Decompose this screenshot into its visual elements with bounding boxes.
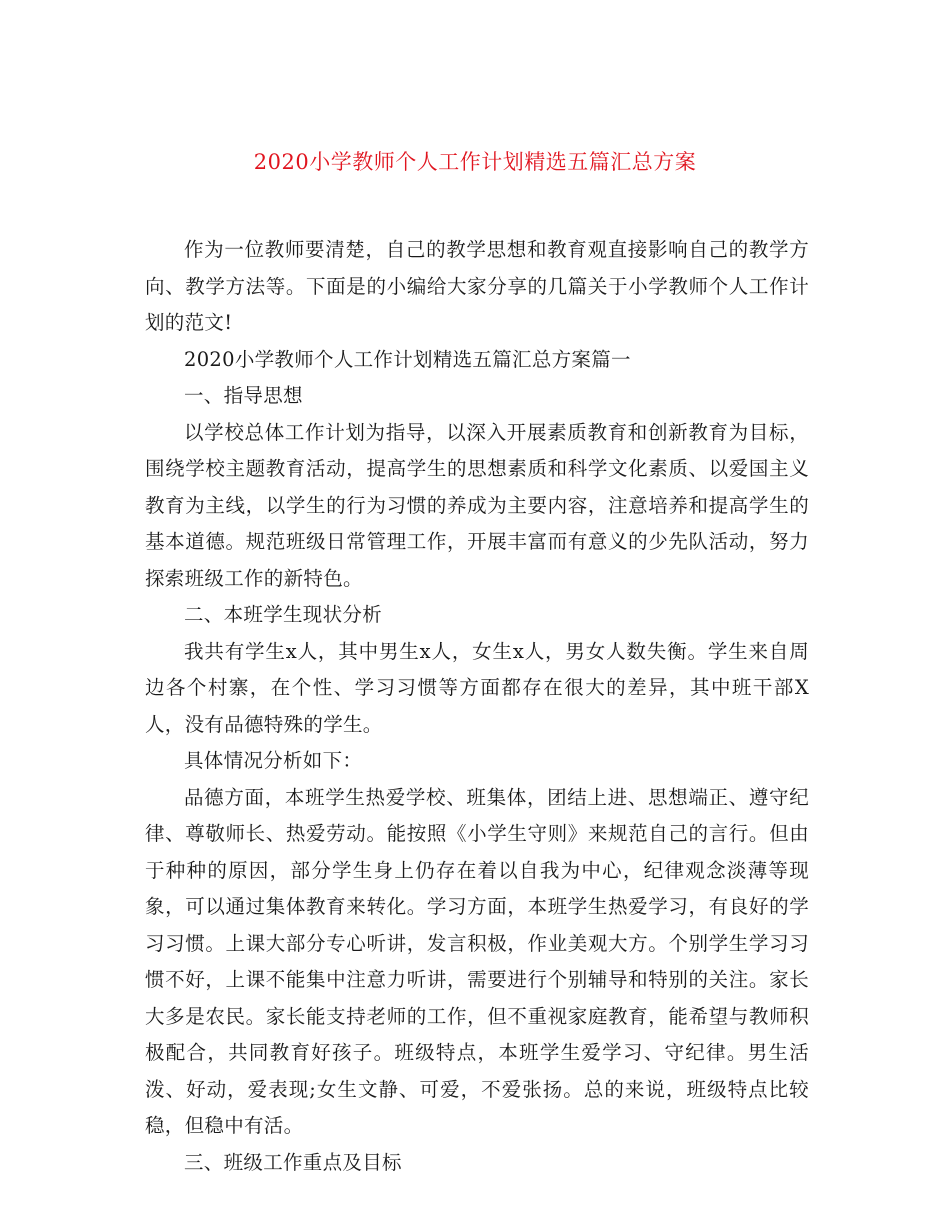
section-heading-part-one: 2020小学教师个人工作计划精选五篇汇总方案篇一	[184, 347, 631, 371]
analysis-intro-line: 具体情况分析如下：	[184, 749, 363, 772]
heading-class-status-analysis: 二、本班学生现状分析	[184, 603, 383, 626]
intro-paragraph: 作为一位教师要清楚，自己的教学思想和教育观直接影响自己的教学方向、教学方法等。下面是的小编给大家分享的几篇关于小学教师个人工作计划的范文!	[145, 238, 809, 334]
heading-class-work-goals: 三、班级工作重点及目标	[184, 1150, 402, 1174]
document-body	[145, 232, 809, 1181]
document-title: 2020小学教师个人工作计划精选五篇汇总方案	[253, 150, 697, 174]
guiding-ideology-paragraph: 以学校总体工作计划为指导，以深入开展素质教育和创新教育为目标，围绕学校主题教育活动，提高学生的思想素质和科学文化素质、以爱国主义教育为主线，以学生的行为习惯的养成为主要内容，注意培养和提高学生的基本道德。规范班级日常管理工作，开展丰富而有意义的少先队活动，努力探索班级工作的新特色。	[145, 420, 809, 590]
heading-guiding-ideology: 一、指导思想	[184, 384, 303, 407]
detailed-analysis-paragraph: 品德方面，本班学生热爱学校、班集体，团结上进、思想端正、遵守纪律、尊敬师长、热爱劳动。能按照《小学生守则》来规范自己的言行。但由于种种的原因，部分学生身上仍存在着以自我为中心，纪律观念淡薄等现象，可以通过集体教育来转化。学习方面，本班学生热爱学习，有良好的学习习惯。上课大部分专心听讲，发言积极，作业美观大方。个别学生学习习惯不好，上课不能集中注意力听讲，需要进行个别辅导和特别的关注。家长大多是农民。家长能支持老师的工作，但不重视家庭教育，能希望与教师积极配合，共同教育好孩子。班级特点，本班学生爱学习、守纪律。男生活泼、好动，爱表现;女生文静、可爱，不爱张扬。总的来说，班级特点比较稳，但稳中有活。	[145, 785, 809, 1137]
class-status-paragraph: 我共有学生x人，其中男生x人，女生x人，男女人数失衡。学生来自周边各个村寨，在个性、学习习惯等方面都存在很大的差异，其中班干部X人，没有品德特殊的学生。	[145, 639, 809, 736]
